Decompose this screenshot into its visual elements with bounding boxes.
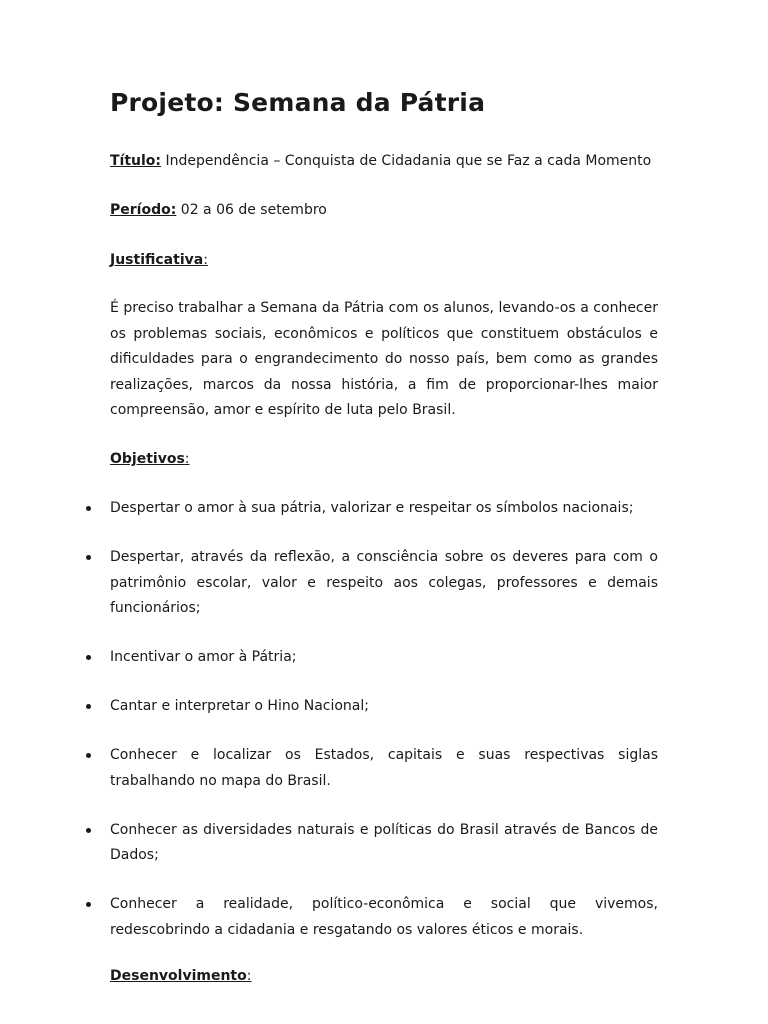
- titulo-value: Independência – Conquista de Cidadania que se Faz a cada Momento: [165, 153, 652, 169]
- objetivos-heading: [110, 449, 190, 469]
- titulo-field: [110, 151, 651, 171]
- desenvolvimento-heading-colon: :: [246, 968, 252, 984]
- list-item: Despertar o amor à sua pátria, valorizar e respeitar os símbolos nacionais;: [110, 496, 658, 522]
- justificativa-heading-colon: :: [203, 252, 208, 268]
- list-item: Conhecer as diversidades naturais e políticas do Brasil através de Bancos de Dados;: [110, 818, 658, 869]
- objetivos-heading-colon: :: [184, 451, 190, 467]
- desenvolvimento-heading-text: Desenvolvimento: [110, 968, 247, 984]
- list-item: Despertar, através da reflexão, a consciência sobre os deveres para com o patrimônio escolar, valor e respeito aos colegas, professores e demais funcionários;: [110, 545, 658, 622]
- list-item: Conhecer e localizar os Estados, capitais e suas respectivas siglas trabalhando no mapa do Brasil.: [110, 743, 658, 794]
- page-title: Projeto: Semana da Pátria: [110, 88, 486, 117]
- objetivos-heading-text: Objetivos: [110, 451, 185, 467]
- list-item: Conhecer a realidade, político-econômica e social que vivemos, redescobrindo a cidadania e resgatando os valores éticos e morais.: [110, 892, 658, 943]
- list-item: Cantar e interpretar o Hino Nacional;: [110, 694, 658, 720]
- objetivos-list: [110, 496, 658, 967]
- desenvolvimento-heading: [110, 966, 251, 986]
- periodo-label: Período:: [110, 202, 177, 218]
- justificativa-paragraph: É preciso trabalhar a Semana da Pátria com os alunos, levando-os a conhecer os problemas sociais, econômicos e políticos que constituem obstáculos e dificuldades para o engrandecimento do nosso país, bem como as grandes realizações, marcos da nossa história, a fim de proporcionar-lhes maior compreensão, amor e espírito de luta pelo Brasil.: [110, 300, 658, 418]
- titulo-label: Título:: [110, 153, 162, 169]
- periodo-value: 02 a 06 de setembro: [180, 202, 327, 218]
- periodo-field: [110, 200, 327, 220]
- list-item: Incentivar o amor à Pátria;: [110, 645, 658, 671]
- justificativa-heading-text: Justificativa: [110, 252, 204, 268]
- justificativa-heading: [110, 250, 208, 270]
